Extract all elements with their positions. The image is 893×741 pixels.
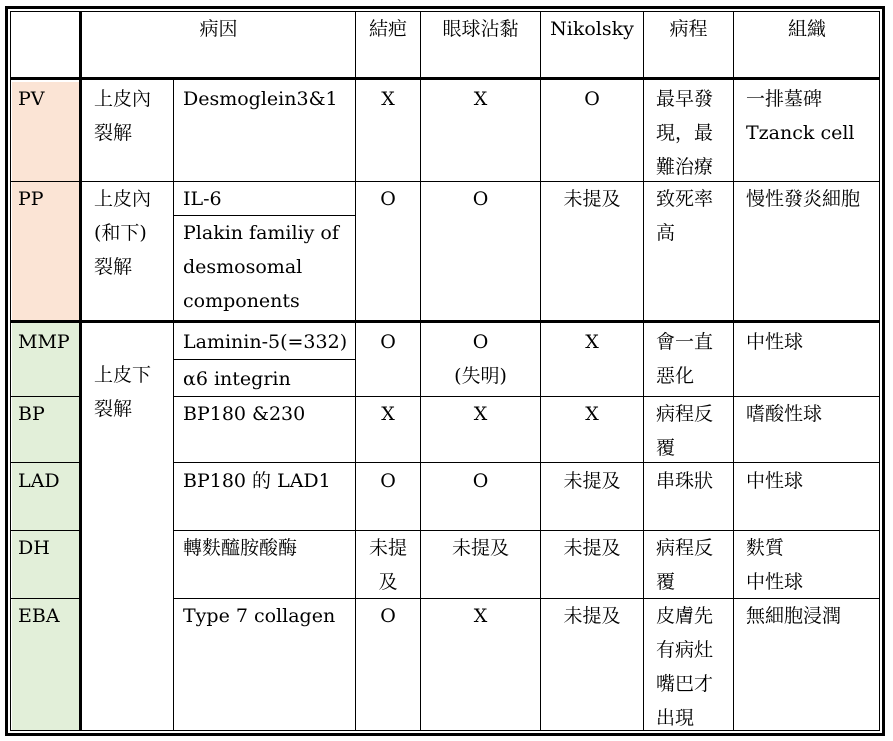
dh-tissue — [740, 531, 880, 599]
pv-tissue-line-2: Tzanck cell — [746, 122, 855, 144]
vline-2 — [173, 80, 174, 731]
pv-course — [650, 82, 733, 184]
pv-course-line-1: 最早發 — [656, 88, 714, 110]
pv-course-line-2: 現，最 — [656, 122, 714, 144]
pp-cause-2-line-1: Plakin familiy of — [183, 222, 339, 244]
pp-level — [88, 182, 172, 284]
group-separator — [10, 320, 880, 323]
mmp-nikolsky: X — [585, 331, 599, 353]
row-name-eba: EBA — [18, 605, 60, 627]
dh-scar-line-1: 未提 — [368, 537, 407, 559]
mmp-course — [650, 325, 733, 393]
pp-level-line-1: 上皮內 — [94, 188, 152, 210]
pp-cause-2 — [177, 216, 355, 318]
bp-course — [650, 397, 733, 465]
eba-course-line-2: 有病灶 — [656, 639, 714, 661]
eba-course — [650, 599, 733, 735]
lad-nikolsky: 未提及 — [563, 470, 621, 492]
bp-scar: X — [381, 403, 395, 425]
pv-nikolsky: O — [584, 88, 600, 110]
eba-scar: O — [380, 605, 396, 627]
pv-cause: Desmoglein3&1 — [183, 88, 338, 110]
header-tissue: 組織 — [787, 18, 826, 40]
mmp-cause-2: α6 integrin — [183, 368, 291, 390]
row-name-lad: LAD — [18, 470, 60, 492]
dh-cause: 轉麩醯胺酸酶 — [183, 537, 298, 559]
dh-nikolsky: 未提及 — [563, 537, 621, 559]
line-bp-bottom-b — [173, 462, 880, 463]
lad-course: 串珠狀 — [656, 470, 714, 492]
eba-course-line-4: 出現 — [656, 707, 695, 729]
dh-scar-line-2: 及 — [378, 571, 398, 593]
header-eye: 眼球沾黏 — [442, 18, 519, 40]
pp-scar: O — [380, 188, 396, 210]
row-name-mmp: MMP — [18, 331, 70, 353]
dh-scar — [356, 531, 420, 599]
row-name-bp: BP — [18, 403, 45, 425]
pp-nikolsky: 未提及 — [563, 188, 621, 210]
eba-course-line-1: 皮膚先 — [656, 605, 714, 627]
header-course: 病程 — [669, 18, 708, 40]
line-mmp-cause-split — [173, 359, 355, 360]
pp-eye: O — [472, 188, 489, 210]
vline-1 — [79, 11, 82, 731]
pp-course — [650, 182, 733, 250]
row-name-dh: DH — [18, 537, 50, 559]
mmp-eye — [421, 325, 540, 393]
pp-cause-2-line-2: desmosomal — [183, 256, 303, 278]
pv-tissue — [740, 82, 880, 150]
pv-eye: X — [473, 88, 488, 110]
pp-tissue: 慢性發炎細胞 — [746, 188, 861, 210]
dh-tissue-line-1: 麩質 — [746, 537, 785, 559]
dh-tissue-line-2: 中性球 — [746, 571, 804, 593]
header-cause: 病因 — [199, 18, 238, 40]
mmp-course-line-2: 惡化 — [656, 365, 695, 387]
dh-course-line-1: 病程反 — [656, 537, 714, 559]
dh-course — [650, 531, 733, 599]
header-nikolsky: Nikolsky — [550, 18, 634, 40]
mmp-eye-line-1: O — [472, 331, 489, 353]
sub-level-line-2: 裂解 — [94, 398, 133, 420]
bp-eye: X — [473, 403, 488, 425]
pp-level-line-3: 裂解 — [94, 256, 133, 278]
pv-scar: X — [381, 88, 395, 110]
bp-nikolsky: X — [585, 403, 599, 425]
lad-scar: O — [380, 470, 396, 492]
mmp-tissue: 中性球 — [746, 331, 804, 353]
pp-cause-2-line-3: components — [183, 290, 300, 312]
pv-level-line-2: 裂解 — [94, 122, 133, 144]
pv-tissue-line-1: 一排墓碑 — [746, 88, 823, 110]
dh-course-line-2: 覆 — [656, 571, 676, 593]
eba-cause: Type 7 collagen — [183, 605, 336, 627]
line-bp-bottom-a — [10, 462, 80, 463]
pp-course-line-1: 致死率 — [656, 188, 714, 210]
row-name-pp: PP — [18, 188, 44, 210]
vline-6 — [643, 11, 644, 731]
dh-eye: 未提及 — [451, 537, 509, 559]
row-name-pv: PV — [18, 88, 45, 110]
pp-cause-1: IL-6 — [183, 188, 222, 210]
bp-course-line-1: 病程反 — [656, 403, 714, 425]
eba-tissue: 無細胞浸潤 — [746, 605, 842, 627]
pp-level-line-2: (和下) — [94, 222, 147, 244]
pv-level-line-1: 上皮內 — [94, 88, 152, 110]
lad-eye: O — [472, 470, 489, 492]
eba-nikolsky: 未提及 — [563, 605, 621, 627]
mmp-course-line-1: 會一直 — [656, 331, 714, 353]
header-separator — [10, 77, 880, 80]
bp-cause: BP180 &230 — [183, 403, 306, 425]
sub-level-line-1: 上皮下 — [94, 364, 152, 386]
bp-tissue: 嗜酸性球 — [746, 403, 823, 425]
vline-7 — [733, 11, 734, 731]
eba-course-line-3: 嘴巴才 — [656, 673, 714, 695]
eba-eye: X — [473, 605, 488, 627]
bp-course-line-2: 覆 — [656, 437, 676, 459]
lad-tissue: 中性球 — [746, 470, 804, 492]
pv-course-line-3: 難治療 — [656, 156, 714, 178]
mmp-eye-line-2: (失明) — [454, 365, 507, 387]
mmp-scar: O — [380, 331, 396, 353]
sub-level — [88, 358, 172, 426]
lad-cause: BP180 的 LAD1 — [183, 470, 331, 492]
pv-level — [88, 82, 172, 150]
mmp-cause-1: Laminin-5(=332) — [183, 331, 348, 353]
header-scar: 結疤 — [368, 18, 407, 40]
pp-course-line-2: 高 — [656, 222, 676, 244]
